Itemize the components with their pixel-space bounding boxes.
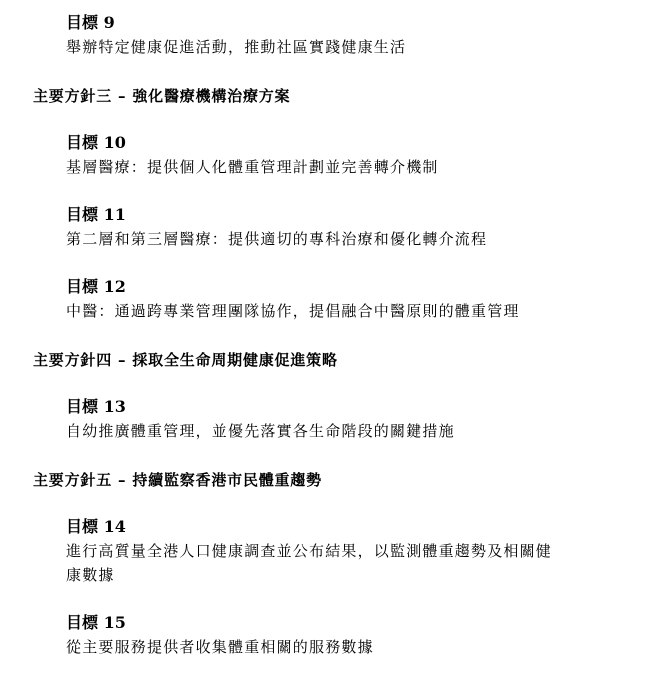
target-15-description: 從主要服務提供者收集體重相關的服務數據 <box>66 638 374 656</box>
target-14-description-line-2: 康數據 <box>66 566 115 584</box>
strategy-3-heading: 主要方針三 – 強化醫療機構治療方案 <box>33 87 291 105</box>
target-14-title: 目標 14 <box>66 517 126 536</box>
target-14-description-line-1: 進行高質量全港人口健康調查並公布結果，以監測體重趨勢及相關健 <box>66 542 553 560</box>
strategy-5-heading: 主要方針五 – 持續監察香港市民體重趨勢 <box>33 471 322 489</box>
target-11-title: 目標 11 <box>66 205 126 224</box>
strategy-4-heading: 主要方針四 – 採取全生命周期健康促進策略 <box>33 351 338 369</box>
target-13-description: 自幼推廣體重管理，並優先落實各生命階段的關鍵措施 <box>66 422 455 440</box>
target-11-description: 第二層和第三層醫療：提供適切的專科治療和優化轉介流程 <box>66 230 488 248</box>
target-9-title: 目標 9 <box>66 13 115 32</box>
target-15-title: 目標 15 <box>66 613 126 632</box>
target-9-description: 舉辦特定健康促進活動，推動社區實踐健康生活 <box>66 38 407 56</box>
target-12-description: 中醫：通過跨專業管理團隊協作，提倡融合中醫原則的體重管理 <box>66 302 520 320</box>
target-10-title: 目標 10 <box>66 133 126 152</box>
target-13-title: 目標 13 <box>66 397 126 416</box>
target-12-title: 目標 12 <box>66 277 126 296</box>
target-10-description: 基層醫療：提供個人化體重管理計劃並完善轉介機制 <box>66 158 439 176</box>
